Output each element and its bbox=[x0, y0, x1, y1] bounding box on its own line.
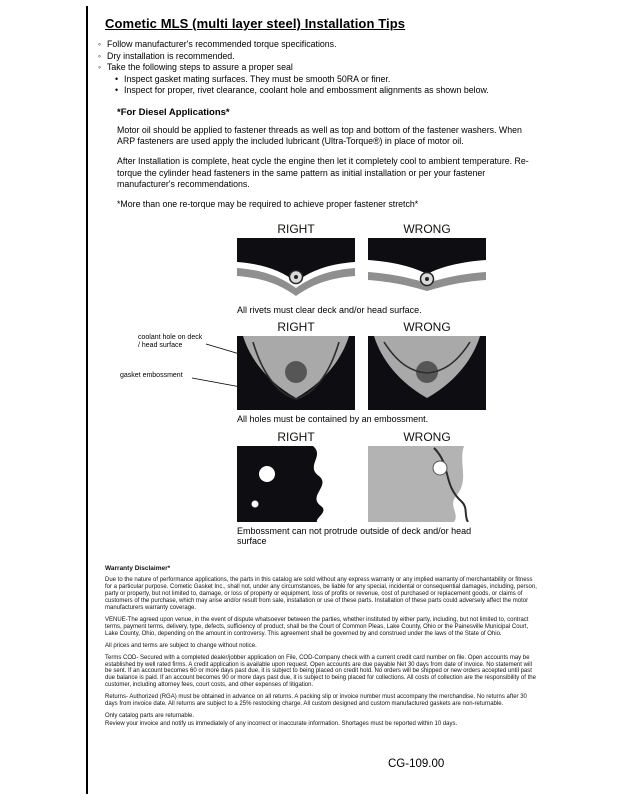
list-item bbox=[98, 62, 603, 74]
coolant-hole-annotation: coolant hole on deck / head surface bbox=[138, 333, 203, 350]
diesel-paragraph: *More than one re-torque may be required to achieve proper fastener stretch* bbox=[117, 199, 419, 210]
figure1-wrong-image bbox=[368, 238, 486, 300]
bullet-icon: ◦ bbox=[98, 50, 102, 61]
disclaimer-paragraph: Only catalog parts are returnable. bbox=[105, 712, 195, 719]
figure2-caption: All holes must be contained by an embossment. bbox=[237, 413, 429, 424]
bullet-icon: ◦ bbox=[98, 62, 102, 72]
page-title: Cometic MLS (multi layer steel) Installation Tips bbox=[105, 16, 406, 31]
figures-section bbox=[98, 220, 603, 552]
disclaimer-paragraph: Due to the nature of performance applications, the parts in this catalog are sold without any express warranty or any implied warranty of merchantability or fitness for a particular purpose. Cometic Gasket Inc., shall not, under any circumstances, be liable for any special, incidental or consequential damages, including, person, party or property, but not limited to, damage, or loss of property or equipment, loss of profits or revenue, cost of purchased or replacement goods, or claims of customers of the purchase, which may arise and/or result from sale, installation or use of these parts. Installation of these parts could adversely affect the motor manufacturers warranty coverage. bbox=[105, 577, 537, 612]
figure3-wrong-label: WRONG bbox=[403, 429, 451, 444]
disclaimer-paragraph: VENUE-The agreed upon venue, in the event of dispute whatsoever between the parties, whether instituted by either party, including, but not limited to, contract terms, payment terms, delivery, type, defects, sufficiency of product, shall be the Court of Common Pleas, Lake County, Ohio or the Painesville Municipal Court, Lake County, Ohio, depending on the amount in controversy. This agreement shall be governed by and construed under the laws of the State of Ohio. bbox=[105, 617, 529, 637]
page-content bbox=[98, 16, 603, 733]
diesel-paragraph: Motor oil should be applied to fastener threads as well as top and bottom of the fastener washers. When ARP fasteners are used apply the included lubricant (Ultra-Torque®) in place of motor oil. bbox=[117, 124, 522, 147]
diesel-paragraph: After Installation is complete, heat cycle the engine then let it completely cool to ambient temperature. Re-torque the cylinder head fasteners in the same pattern as initial installation or per your fastener manufacturer's recommendations. bbox=[117, 156, 529, 189]
list-item bbox=[98, 51, 603, 63]
sub-bullet-icon: • bbox=[115, 85, 119, 95]
tips-list bbox=[98, 39, 603, 97]
catalog-page-code: CG-109.00 bbox=[388, 758, 445, 770]
disclaimer-paragraph: Review your invoice and notify us immediately of any incorrect or inaccurate information. Shortages must be reported within 10 days. bbox=[105, 720, 458, 727]
disclaimer-paragraph: Terms COD- Secured with a completed dealer/jobber application on File, COD-Company check with a current credit card number on file. Open accounts may be established by well rated firms. A credit application is available upon request. Open accounts are due payable Net 30 days from date of invoice. No statement will be sent. If an account becomes 60 or more days past due, it is subject to being placed on credit hold. No orders will be shipped or new orders accepted until past due balance is paid. If an account becomes 90 or more days past due, it is subject to being placed for collections. All costs of collection are the responsibility of the customer, including attorney fees, court costs, and other expenses of litigation. bbox=[105, 654, 536, 689]
figure2-right-label: RIGHT bbox=[277, 319, 315, 334]
diesel-section bbox=[117, 107, 537, 211]
figure1-caption: All rivets must clear deck and/or head surface. bbox=[237, 304, 422, 315]
figure2-wrong-image bbox=[368, 336, 486, 410]
figure2-wrong-label: WRONG bbox=[403, 319, 451, 334]
disclaimer-paragraph: Returns- Authorized (RGA) must be obtained in advance on all returns. A packing slip or invoice number must accompany the merchandise. No returns after 30 days from invoice date. All returns are subject to a 25% restocking charge. All custom designed and custom manufactured gaskets are non-returnable. bbox=[105, 694, 527, 708]
diesel-heading: *For Diesel Applications* bbox=[117, 106, 230, 118]
list-item bbox=[98, 39, 603, 51]
bullet-icon: ◦ bbox=[98, 39, 102, 49]
list-item bbox=[115, 74, 603, 86]
tip-text: Inspect for proper, rivet clearance, coolant hole and embossment alignments as shown below. bbox=[124, 85, 489, 95]
sub-bullet-icon: • bbox=[115, 73, 119, 84]
disclaimer-paragraph: All prices and terms are subject to change without notice. bbox=[105, 642, 257, 649]
left-margin-rule bbox=[86, 6, 88, 794]
disclaimer-heading: Warranty Disclaimer* bbox=[105, 564, 171, 572]
figure3-right-image bbox=[237, 446, 355, 522]
tip-text: Take the following steps to assure a proper seal bbox=[107, 62, 293, 72]
figure1-right-label: RIGHT bbox=[277, 221, 315, 236]
tip-text: Inspect gasket mating surfaces. They must be smooth 50RA or finer. bbox=[124, 73, 391, 84]
warranty-disclaimer bbox=[105, 566, 537, 728]
tip-text: Dry installation is recommended. bbox=[107, 50, 235, 61]
figure3-wrong-image bbox=[368, 446, 486, 522]
tip-text: Follow manufacturer's recommended torque specifications. bbox=[107, 39, 337, 49]
gasket-embossment-annotation: gasket embossment bbox=[120, 371, 183, 379]
list-item bbox=[115, 85, 603, 97]
figure2-right-image bbox=[237, 336, 355, 410]
figure1-right-image bbox=[237, 238, 355, 300]
figure3-right-label: RIGHT bbox=[277, 429, 315, 444]
figure1-wrong-label: WRONG bbox=[403, 221, 451, 236]
figure3-caption: Embossment can not protrude outside of deck and/or head surface bbox=[237, 525, 472, 547]
